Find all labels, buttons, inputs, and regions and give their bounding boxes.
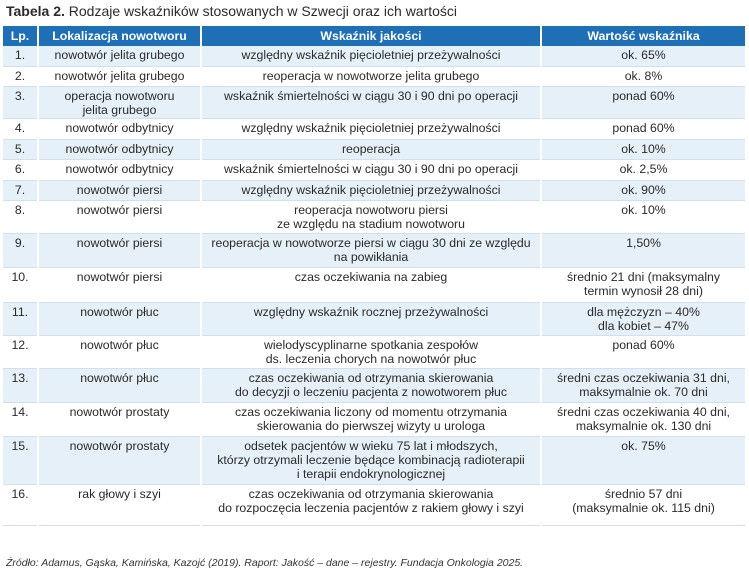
- header-location: Lokalizacja nowotworu: [38, 26, 201, 46]
- table-row: [3, 46, 745, 66]
- cell-value: ok. 65%: [541, 46, 745, 66]
- cell-lp: 14.: [3, 402, 38, 436]
- table-header-row: [3, 26, 745, 46]
- table-caption: [6, 3, 457, 19]
- table-row: [3, 139, 745, 159]
- cell-indicator: reoperacja w nowotworze piersi w ciągu 30 dni ze względu na powikłania: [201, 233, 541, 267]
- header-lp: Lp.: [3, 26, 38, 46]
- cell-value: ok. 10%: [541, 139, 745, 159]
- cell-value: średnio 57 dni (maksymalnie ok. 115 dni): [541, 484, 745, 525]
- table-row: [3, 484, 745, 525]
- table-row: [3, 200, 745, 233]
- cell-lp: 15.: [3, 436, 38, 484]
- cell-indicator: reoperacja: [201, 139, 541, 159]
- cell-lp: 12.: [3, 335, 38, 368]
- cell-lp: 1.: [3, 46, 38, 66]
- cell-value: ok. 8%: [541, 66, 745, 86]
- cell-indicator: odsetek pacjentów w wieku 75 lat i młodszych, którzy otrzymali leczenie będące kombinacją radioterapii i terapii endokrynologicznej: [201, 436, 541, 484]
- cell-indicator: czas oczekiwania na zabieg: [201, 267, 541, 302]
- cell-location: rak głowy i szyi: [38, 484, 201, 525]
- cell-lp: 5.: [3, 139, 38, 159]
- cell-value: średni czas oczekiwania 40 dni, maksymalnie ok. 130 dni: [541, 402, 745, 436]
- source-note: Źródło: Adamus, Gąska, Kamińska, Kazojć (2019). Raport: Jakość – dane – rejestry. Fundacja Onkologia 2025.: [6, 557, 524, 569]
- cell-indicator: czas oczekiwania liczony od momentu otrzymania skierowania do pierwszej wizyty u urologa: [201, 402, 541, 436]
- table-row: [3, 267, 745, 302]
- cell-indicator: wskaźnik śmiertelności w ciągu 30 i 90 dni po operacji: [201, 159, 541, 180]
- cell-location: nowotwór piersi: [38, 233, 201, 267]
- cell-value: ponad 60%: [541, 118, 745, 139]
- cell-location: nowotwór odbytnicy: [38, 139, 201, 159]
- cell-indicator: względny wskaźnik pięcioletniej przeżywalności: [201, 118, 541, 139]
- table-row: [3, 335, 745, 368]
- cell-lp: 10.: [3, 267, 38, 302]
- cell-value: ponad 60%: [541, 335, 745, 368]
- cell-value: średni czas oczekiwania 31 dni, maksymalnie ok. 70 dni: [541, 368, 745, 402]
- cell-value: 1,50%: [541, 233, 745, 267]
- cell-value: średnio 21 dni (maksymalny termin wynosił 28 dni): [541, 267, 745, 302]
- table-row: [3, 402, 745, 436]
- table-row: [3, 436, 745, 484]
- table-row: [3, 180, 745, 200]
- cell-value: ok. 2,5%: [541, 159, 745, 180]
- table-caption-text: Rodzaje wskaźników stosowanych w Szwecji oraz ich wartości: [68, 3, 458, 19]
- cell-location: nowotwór płuc: [38, 335, 201, 368]
- cell-indicator: reoperacja w nowotworze jelita grubego: [201, 66, 541, 86]
- cell-indicator: względny wskaźnik pięcioletniej przeżywalności: [201, 46, 541, 66]
- cell-location: nowotwór odbytnicy: [38, 118, 201, 139]
- cell-location: operacja nowotworu jelita grubego: [38, 86, 201, 118]
- cell-location: nowotwór płuc: [38, 368, 201, 402]
- cell-location: nowotwór prostaty: [38, 436, 201, 484]
- cell-lp: 7.: [3, 180, 38, 200]
- cell-lp: 8.: [3, 200, 38, 233]
- cell-lp: 16.: [3, 484, 38, 525]
- table-row: [3, 302, 745, 335]
- cell-value: ok. 75%: [541, 436, 745, 484]
- table-row: [3, 86, 745, 118]
- cell-lp: 6.: [3, 159, 38, 180]
- cell-indicator: wielodyscyplinarne spotkania zespołów ds. leczenia chorych na nowotwór płuc: [201, 335, 541, 368]
- cell-lp: 3.: [3, 86, 38, 118]
- cell-value: ok. 90%: [541, 180, 745, 200]
- table-row: [3, 66, 745, 86]
- table-row: [3, 118, 745, 139]
- table-body: [3, 46, 745, 525]
- cell-indicator: względny wskaźnik pięcioletniej przeżywalności: [201, 180, 541, 200]
- cell-indicator: wskaźnik śmiertelności w ciągu 30 i 90 dni po operacji: [201, 86, 541, 118]
- cell-lp: 4.: [3, 118, 38, 139]
- cell-location: nowotwór piersi: [38, 267, 201, 302]
- table-row: [3, 159, 745, 180]
- cell-location: nowotwór jelita grubego: [38, 46, 201, 66]
- cell-indicator: reoperacja nowotworu piersi ze względu na stadium nowotworu: [201, 200, 541, 233]
- cell-value: ok. 10%: [541, 200, 745, 233]
- cell-location: nowotwór prostaty: [38, 402, 201, 436]
- table-row: [3, 368, 745, 402]
- cell-lp: 11.: [3, 302, 38, 335]
- table-row: [3, 233, 745, 267]
- cell-value: dla mężczyzn – 40% dla kobiet – 47%: [541, 302, 745, 335]
- cell-indicator: względny wskaźnik rocznej przeżywalności: [201, 302, 541, 335]
- cell-lp: 9.: [3, 233, 38, 267]
- header-value: Wartość wskaźnika: [541, 26, 745, 46]
- cell-lp: 13.: [3, 368, 38, 402]
- cell-lp: 2.: [3, 66, 38, 86]
- cell-indicator: czas oczekiwania od otrzymania skierowania do decyzji o leczeniu pacjenta z nowotworem płuc: [201, 368, 541, 402]
- indicators-table: [3, 26, 745, 526]
- cell-indicator: czas oczekiwania od otrzymania skierowania do rozpoczęcia leczenia pacjentów z rakiem głowy i szyi: [201, 484, 541, 525]
- cell-location: nowotwór piersi: [38, 180, 201, 200]
- cell-location: nowotwór jelita grubego: [38, 66, 201, 86]
- cell-location: nowotwór piersi: [38, 200, 201, 233]
- cell-value: ponad 60%: [541, 86, 745, 118]
- cell-location: nowotwór odbytnicy: [38, 159, 201, 180]
- table-caption-label: Tabela 2.: [6, 3, 65, 19]
- cell-location: nowotwór płuc: [38, 302, 201, 335]
- header-indicator: Wskaźnik jakości: [201, 26, 541, 46]
